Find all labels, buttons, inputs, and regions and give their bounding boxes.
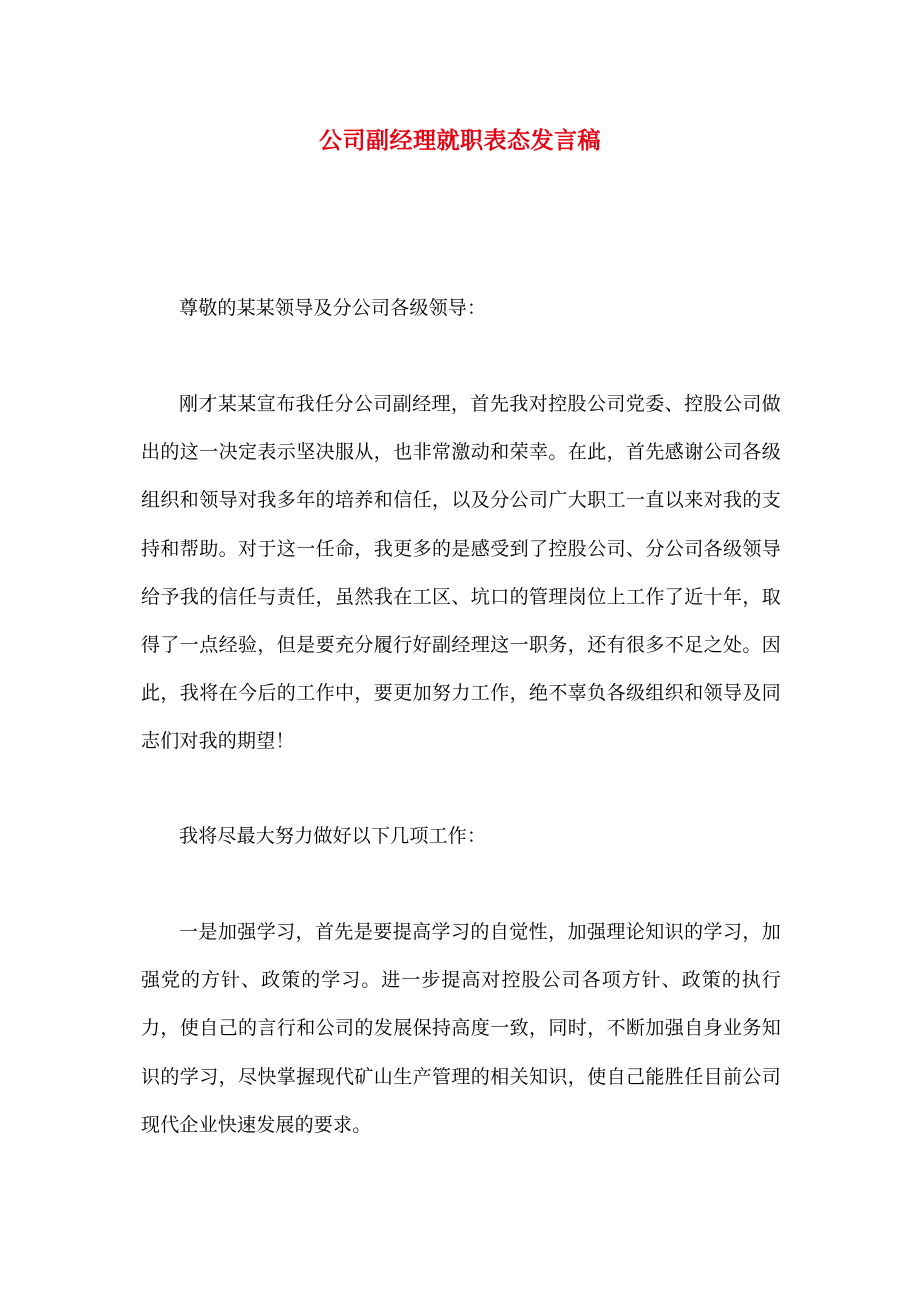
body-paragraph-study: 一是加强学习，首先是要提高学习的自觉性，加强理论知识的学习，加强党的方针、政策的学习。进一步提高对控股公司各项方针、政策的执行力，使自己的言行和公司的发展保持高度一致，同时，不断加强自身业务知识的学习，尽快掌握现代矿山生产管理的相关知识，使自己能胜任目前公司现代企业快速发展的要求。 [141, 921, 781, 1136]
salutation-paragraph: 尊敬的某某领导及分公司各级领导： [179, 297, 487, 319]
body-paragraph-appointment: 刚才某某宣布我任分公司副经理，首先我对控股公司党委、控股公司做出的这一决定表示坚决服从，也非常激动和荣幸。在此，首先感谢公司各级组织和领导对我多年的培养和信任，以及分公司广大职工一直以来对我的支持和帮助。对于这一任命，我更多的是感受到了控股公司、分公司各级领导给予我的信任与责任，虽然我在工区、坑口的管理岗位上工作了近十年，取得了一点经验，但是要充分履行好副经理这一职务，还有很多不足之处。因此，我将在今后的工作中，要更加努力工作，绝不辜负各级组织和领导及同志们对我的期望！ [141, 393, 781, 753]
body-paragraph-work-intro: 我将尽最大努力做好以下几项工作： [179, 825, 487, 847]
document-title: 公司副经理就职表态发言稿 [319, 127, 601, 154]
